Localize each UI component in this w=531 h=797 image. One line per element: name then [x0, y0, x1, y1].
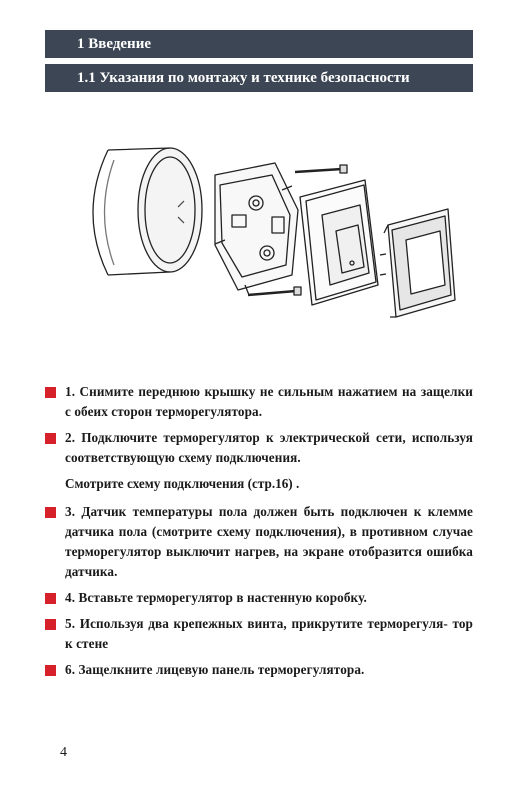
list-item	[45, 382, 473, 422]
frame-image	[300, 180, 378, 305]
section-title-bar	[45, 30, 473, 58]
red-square-bullet-icon	[45, 593, 56, 604]
list-item	[45, 614, 473, 654]
installation-steps-list	[45, 382, 473, 686]
step-text: 6. Защелкните лицевую панель терморегулятора.	[65, 662, 365, 677]
step-text: 5. Используя два крепежных винта, прикрутите терморегуля- тор к стене	[65, 616, 473, 651]
red-square-bullet-icon	[45, 665, 56, 676]
red-square-bullet-icon	[45, 387, 56, 398]
list-item	[45, 660, 473, 680]
red-square-bullet-icon	[45, 433, 56, 444]
wiring-diagram-note: Смотрите схему подключения (стр.16) .	[65, 476, 300, 491]
display-panel-image	[380, 209, 455, 317]
subsection-title: 1.1 Указания по монтажу и технике безопасности	[77, 70, 410, 86]
subsection-title-bar	[45, 64, 473, 92]
list-item	[45, 428, 473, 468]
red-square-bullet-icon	[45, 619, 56, 630]
page-number: 4	[60, 745, 67, 760]
section-title: 1 Введение	[77, 36, 152, 52]
red-square-bullet-icon	[45, 507, 56, 518]
wall-box-image	[93, 148, 202, 275]
thermostat-mechanism-image	[215, 163, 298, 295]
step-text: 4. Вставьте терморегулятор в настенную коробку.	[65, 590, 367, 605]
step-text: 2. Подключите терморегулятор к электрической сети, используя соответствующую схему подключения.	[65, 430, 473, 465]
exploded-assembly-illustration	[60, 135, 480, 345]
list-item	[45, 588, 473, 608]
step-text: 3. Датчик температуры пола должен быть подключен к клемме датчика пола (смотрите схему подключения), в противном случае терморегулятор выключит нагрев, на экране отобразится ошибка датчика.	[65, 504, 473, 579]
step-text: 1. Снимите переднюю крышку не сильным нажатием на защелки с обеих сторон терморегулятора.	[65, 384, 473, 419]
list-item	[45, 502, 473, 582]
